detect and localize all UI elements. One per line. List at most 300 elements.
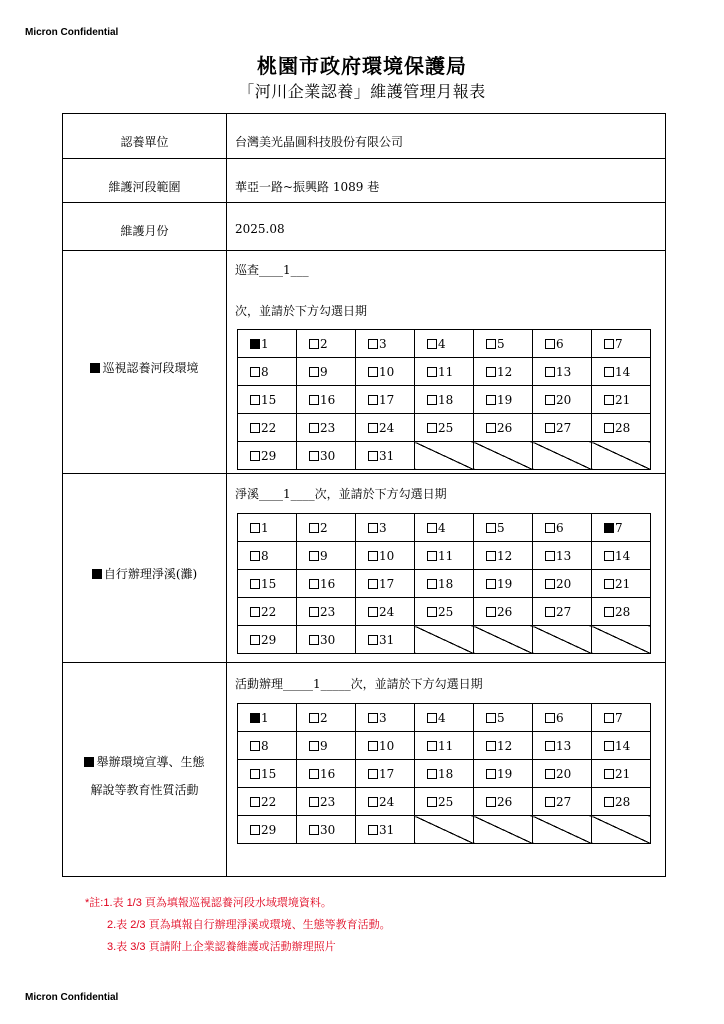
day-checkbox-22[interactable] <box>238 414 297 442</box>
unchecked-box-icon[interactable] <box>309 713 319 723</box>
day-label: 11 <box>438 738 454 753</box>
unchecked-box-icon[interactable] <box>486 713 496 723</box>
day-checkbox-7[interactable] <box>592 330 651 358</box>
unchecked-box-icon[interactable] <box>250 551 260 561</box>
day-label: 8 <box>261 364 269 379</box>
day-checkbox-25[interactable] <box>415 788 474 816</box>
day-checkbox-14[interactable] <box>592 732 651 760</box>
calendar-row <box>238 330 651 358</box>
day-checkbox-27[interactable] <box>533 788 592 816</box>
day-checkbox-25[interactable] <box>415 598 474 626</box>
day-checkbox-11[interactable] <box>415 732 474 760</box>
unchecked-box-icon[interactable] <box>427 423 437 433</box>
day-checkbox-21[interactable] <box>592 760 651 788</box>
day-label: 2 <box>320 336 328 351</box>
unchecked-box-icon[interactable] <box>368 523 378 533</box>
day-label: 29 <box>261 822 277 837</box>
day-label: 28 <box>615 604 631 619</box>
day-label: 22 <box>261 420 277 435</box>
unchecked-box-icon[interactable] <box>486 607 496 617</box>
unchecked-box-icon[interactable] <box>604 395 614 405</box>
unchecked-box-icon[interactable] <box>250 395 260 405</box>
day-checkbox-13[interactable] <box>533 732 592 760</box>
activity-section-label-line2: 解說等教育性質活動 <box>90 783 199 797</box>
day-checkbox-7[interactable] <box>592 704 651 732</box>
day-label: 12 <box>497 548 513 563</box>
day-checkbox-23[interactable] <box>297 598 356 626</box>
unchecked-box-icon[interactable] <box>604 579 614 589</box>
day-label: 30 <box>320 822 336 837</box>
unchecked-box-icon[interactable] <box>368 797 378 807</box>
adopter-value: 台灣美光晶圓科技股份有限公司 <box>235 135 404 149</box>
day-checkbox-31[interactable] <box>356 442 415 470</box>
day-label: 16 <box>320 576 336 591</box>
patrol-section-label: 巡視認養河段環境 <box>63 359 226 376</box>
day-label: 15 <box>261 766 277 781</box>
unchecked-box-icon[interactable] <box>545 339 555 349</box>
day-label: 13 <box>556 738 572 753</box>
day-checkbox-6[interactable] <box>533 514 592 542</box>
day-checkbox-2[interactable] <box>297 514 356 542</box>
calendar-row <box>238 358 651 386</box>
day-label: 20 <box>556 576 572 591</box>
day-checkbox-17[interactable] <box>356 760 415 788</box>
report-form <box>62 113 666 877</box>
day-label: 18 <box>438 392 454 407</box>
day-checkbox-1[interactable] <box>238 514 297 542</box>
unchecked-box-icon[interactable] <box>545 713 555 723</box>
unchecked-box-icon[interactable] <box>368 741 378 751</box>
day-label: 9 <box>320 364 328 379</box>
day-checkbox-16[interactable] <box>297 760 356 788</box>
day-checkbox-31[interactable] <box>356 626 415 654</box>
unchecked-box-icon[interactable] <box>250 523 260 533</box>
patrol-date-grid <box>237 329 651 470</box>
activity-date-grid <box>237 703 651 844</box>
day-label: 2 <box>320 520 328 535</box>
page-subtitle: 「河川企業認養」維護管理月報表 <box>238 82 486 101</box>
day-label: 5 <box>497 710 505 725</box>
unchecked-box-icon[interactable] <box>427 579 437 589</box>
unchecked-box-icon[interactable] <box>368 635 378 645</box>
day-checkbox-8[interactable] <box>238 732 297 760</box>
day-checkbox-14[interactable] <box>592 358 651 386</box>
day-label: 21 <box>615 576 631 591</box>
day-checkbox-6[interactable] <box>533 330 592 358</box>
unchecked-box-icon[interactable] <box>486 797 496 807</box>
unchecked-box-icon[interactable] <box>368 451 378 461</box>
unchecked-box-icon[interactable] <box>309 607 319 617</box>
day-checkbox-23[interactable] <box>297 788 356 816</box>
unchecked-box-icon[interactable] <box>545 741 555 751</box>
unchecked-box-icon[interactable] <box>368 579 378 589</box>
day-label: 14 <box>615 548 631 563</box>
day-label: 15 <box>261 392 277 407</box>
day-label: 23 <box>320 604 336 619</box>
day-label: 27 <box>556 420 572 435</box>
day-checkbox-25[interactable] <box>415 414 474 442</box>
unchecked-box-icon[interactable] <box>486 551 496 561</box>
unchecked-box-icon[interactable] <box>309 523 319 533</box>
day-checkbox-17[interactable] <box>356 570 415 598</box>
unchecked-box-icon[interactable] <box>486 769 496 779</box>
day-label: 13 <box>556 364 572 379</box>
unchecked-box-icon[interactable] <box>427 797 437 807</box>
day-checkbox-18[interactable] <box>415 570 474 598</box>
row-divider <box>63 250 665 251</box>
day-label: 10 <box>379 548 395 563</box>
unchecked-box-icon[interactable] <box>427 607 437 617</box>
day-label: 16 <box>320 392 336 407</box>
empty-cell <box>533 442 592 470</box>
cleanup-count-text: 淨溪____1____次，並請於下方勾選日期 <box>235 487 447 501</box>
day-checkbox-20[interactable] <box>533 760 592 788</box>
day-checkbox-5[interactable] <box>474 704 533 732</box>
unchecked-box-icon[interactable] <box>427 339 437 349</box>
day-checkbox-31[interactable] <box>356 816 415 844</box>
day-label: 28 <box>615 420 631 435</box>
unchecked-box-icon[interactable] <box>250 741 260 751</box>
day-label: 17 <box>379 766 395 781</box>
unchecked-box-icon[interactable] <box>309 451 319 461</box>
day-checkbox-20[interactable] <box>533 570 592 598</box>
unchecked-box-icon[interactable] <box>250 367 260 377</box>
day-checkbox-10[interactable] <box>356 542 415 570</box>
day-checkbox-29[interactable] <box>238 442 297 470</box>
unchecked-box-icon[interactable] <box>545 395 555 405</box>
day-checkbox-19[interactable] <box>474 570 533 598</box>
unchecked-box-icon[interactable] <box>604 797 614 807</box>
day-checkbox-26[interactable] <box>474 598 533 626</box>
day-label: 6 <box>556 710 564 725</box>
checked-square-icon <box>90 363 100 373</box>
day-label: 9 <box>320 738 328 753</box>
unchecked-box-icon[interactable] <box>604 769 614 779</box>
day-checkbox-30[interactable] <box>297 626 356 654</box>
unchecked-box-icon[interactable] <box>309 741 319 751</box>
unchecked-box-icon[interactable] <box>250 825 260 835</box>
unchecked-box-icon[interactable] <box>250 451 260 461</box>
day-checkbox-28[interactable] <box>592 788 651 816</box>
day-checkbox-10[interactable] <box>356 732 415 760</box>
checked-square-icon <box>84 757 94 767</box>
day-label: 19 <box>497 576 513 591</box>
calendar-row <box>238 386 651 414</box>
day-checkbox-19[interactable] <box>474 760 533 788</box>
day-checkbox-28[interactable] <box>592 414 651 442</box>
day-checkbox-11[interactable] <box>415 542 474 570</box>
day-checkbox-26[interactable] <box>474 788 533 816</box>
day-checkbox-24[interactable] <box>356 598 415 626</box>
day-label: 4 <box>438 336 446 351</box>
calendar-row <box>238 542 651 570</box>
unchecked-box-icon[interactable] <box>427 713 437 723</box>
unchecked-box-icon[interactable] <box>427 523 437 533</box>
unchecked-box-icon[interactable] <box>368 607 378 617</box>
unchecked-box-icon[interactable] <box>427 367 437 377</box>
unchecked-box-icon[interactable] <box>309 551 319 561</box>
day-label: 26 <box>497 604 513 619</box>
unchecked-box-icon[interactable] <box>309 339 319 349</box>
unchecked-box-icon[interactable] <box>250 579 260 589</box>
patrol-instruction-text: 次，並請於下方勾選日期 <box>235 304 368 318</box>
day-label: 5 <box>497 520 505 535</box>
confidential-header: Micron Confidential <box>25 27 119 38</box>
day-checkbox-8[interactable] <box>238 358 297 386</box>
day-label: 18 <box>438 576 454 591</box>
unchecked-box-icon[interactable] <box>309 635 319 645</box>
day-label: 5 <box>497 336 505 351</box>
footnote-2: 2.表 2/3 頁為填報自行辦理淨溪或環境、生態等教育活動。 <box>107 919 391 931</box>
empty-cell <box>415 442 474 470</box>
day-checkbox-24[interactable] <box>356 414 415 442</box>
day-checkbox-16[interactable] <box>297 386 356 414</box>
empty-cell <box>474 816 533 844</box>
unchecked-box-icon[interactable] <box>368 367 378 377</box>
day-label: 8 <box>261 738 269 753</box>
unchecked-box-icon[interactable] <box>309 797 319 807</box>
day-checkbox-13[interactable] <box>533 358 592 386</box>
day-checkbox-15[interactable] <box>238 570 297 598</box>
day-checkbox-28[interactable] <box>592 598 651 626</box>
checked-box-icon[interactable] <box>604 523 614 533</box>
day-label: 30 <box>320 448 336 463</box>
unchecked-box-icon[interactable] <box>486 339 496 349</box>
day-label: 3 <box>379 710 387 725</box>
day-checkbox-27[interactable] <box>533 598 592 626</box>
day-label: 22 <box>261 604 277 619</box>
day-checkbox-12[interactable] <box>474 358 533 386</box>
checked-square-icon <box>92 569 102 579</box>
unchecked-box-icon[interactable] <box>545 551 555 561</box>
day-checkbox-8[interactable] <box>238 542 297 570</box>
day-checkbox-29[interactable] <box>238 816 297 844</box>
unchecked-box-icon[interactable] <box>486 741 496 751</box>
checked-box-icon[interactable] <box>250 713 260 723</box>
unchecked-box-icon[interactable] <box>486 523 496 533</box>
unchecked-box-icon[interactable] <box>309 395 319 405</box>
day-checkbox-13[interactable] <box>533 542 592 570</box>
day-checkbox-21[interactable] <box>592 570 651 598</box>
day-label: 18 <box>438 766 454 781</box>
day-checkbox-9[interactable] <box>297 542 356 570</box>
unchecked-box-icon[interactable] <box>309 825 319 835</box>
day-checkbox-3[interactable] <box>356 704 415 732</box>
calendar-row <box>238 788 651 816</box>
day-checkbox-22[interactable] <box>238 788 297 816</box>
day-checkbox-17[interactable] <box>356 386 415 414</box>
month-value: 2025.08 <box>235 222 285 236</box>
day-checkbox-15[interactable] <box>238 386 297 414</box>
unchecked-box-icon[interactable] <box>427 551 437 561</box>
day-label: 26 <box>497 794 513 809</box>
day-checkbox-9[interactable] <box>297 358 356 386</box>
empty-cell <box>533 626 592 654</box>
day-label: 7 <box>615 520 623 535</box>
activity-section-label: 舉辦環境宣導、生態 <box>63 753 226 770</box>
day-label: 3 <box>379 336 387 351</box>
day-label: 3 <box>379 520 387 535</box>
day-checkbox-11[interactable] <box>415 358 474 386</box>
unchecked-box-icon[interactable] <box>545 423 555 433</box>
day-label: 8 <box>261 548 269 563</box>
unchecked-box-icon[interactable] <box>545 797 555 807</box>
day-checkbox-21[interactable] <box>592 386 651 414</box>
cleanup-date-grid <box>237 513 651 654</box>
confidential-footer: Micron Confidential <box>25 992 119 1003</box>
empty-cell <box>415 626 474 654</box>
day-label: 25 <box>438 420 454 435</box>
day-checkbox-18[interactable] <box>415 760 474 788</box>
day-label: 24 <box>379 420 395 435</box>
unchecked-box-icon[interactable] <box>427 769 437 779</box>
unchecked-box-icon[interactable] <box>604 367 614 377</box>
unchecked-box-icon[interactable] <box>309 423 319 433</box>
unchecked-box-icon[interactable] <box>604 423 614 433</box>
unchecked-box-icon[interactable] <box>545 367 555 377</box>
unchecked-box-icon[interactable] <box>309 579 319 589</box>
unchecked-box-icon[interactable] <box>368 551 378 561</box>
day-checkbox-15[interactable] <box>238 760 297 788</box>
unchecked-box-icon[interactable] <box>545 769 555 779</box>
day-checkbox-12[interactable] <box>474 732 533 760</box>
day-checkbox-27[interactable] <box>533 414 592 442</box>
unchecked-box-icon[interactable] <box>486 395 496 405</box>
unchecked-box-icon[interactable] <box>309 367 319 377</box>
unchecked-box-icon[interactable] <box>604 713 614 723</box>
day-checkbox-30[interactable] <box>297 816 356 844</box>
footnote-3: 3.表 3/3 頁請附上企業認養維護或活動辦理照片 <box>107 941 336 953</box>
day-checkbox-4[interactable] <box>415 514 474 542</box>
unchecked-box-icon[interactable] <box>604 551 614 561</box>
unchecked-box-icon[interactable] <box>604 339 614 349</box>
day-label: 21 <box>615 392 631 407</box>
day-label: 23 <box>320 794 336 809</box>
day-label: 22 <box>261 794 277 809</box>
day-label: 13 <box>556 548 572 563</box>
day-label: 24 <box>379 604 395 619</box>
day-checkbox-18[interactable] <box>415 386 474 414</box>
day-label: 12 <box>497 364 513 379</box>
day-label: 19 <box>497 392 513 407</box>
day-checkbox-20[interactable] <box>533 386 592 414</box>
day-label: 10 <box>379 364 395 379</box>
day-checkbox-14[interactable] <box>592 542 651 570</box>
day-label: 14 <box>615 364 631 379</box>
empty-cell <box>415 816 474 844</box>
row-divider <box>63 202 665 203</box>
unchecked-box-icon[interactable] <box>250 635 260 645</box>
day-checkbox-5[interactable] <box>474 330 533 358</box>
day-checkbox-19[interactable] <box>474 386 533 414</box>
unchecked-box-icon[interactable] <box>604 607 614 617</box>
river-section-value: 華亞一路~振興路 1089 巷 <box>235 180 380 194</box>
river-section-label: 維護河段範圍 <box>108 180 181 194</box>
day-label: 23 <box>320 420 336 435</box>
day-label: 31 <box>379 448 395 463</box>
unchecked-box-icon[interactable] <box>250 423 260 433</box>
unchecked-box-icon[interactable] <box>368 713 378 723</box>
day-checkbox-9[interactable] <box>297 732 356 760</box>
day-checkbox-1[interactable] <box>238 330 297 358</box>
empty-cell <box>592 626 651 654</box>
calendar-row <box>238 442 651 470</box>
footnote-1: *註:1.表 1/3 頁為填報巡視認養河段水域環境資料。 <box>85 897 332 909</box>
day-checkbox-2[interactable] <box>297 330 356 358</box>
day-checkbox-3[interactable] <box>356 514 415 542</box>
day-checkbox-22[interactable] <box>238 598 297 626</box>
day-checkbox-4[interactable] <box>415 330 474 358</box>
day-label: 26 <box>497 420 513 435</box>
day-label: 17 <box>379 392 395 407</box>
column-divider <box>226 114 227 876</box>
day-checkbox-4[interactable] <box>415 704 474 732</box>
day-label: 7 <box>615 336 623 351</box>
unchecked-box-icon[interactable] <box>368 825 378 835</box>
day-checkbox-12[interactable] <box>474 542 533 570</box>
day-label: 11 <box>438 364 454 379</box>
day-checkbox-3[interactable] <box>356 330 415 358</box>
calendar-row <box>238 414 651 442</box>
unchecked-box-icon[interactable] <box>250 797 260 807</box>
day-label: 9 <box>320 548 328 563</box>
day-label: 30 <box>320 632 336 647</box>
day-checkbox-24[interactable] <box>356 788 415 816</box>
unchecked-box-icon[interactable] <box>368 423 378 433</box>
day-checkbox-6[interactable] <box>533 704 592 732</box>
calendar-row <box>238 514 651 542</box>
unchecked-box-icon[interactable] <box>427 395 437 405</box>
day-checkbox-30[interactable] <box>297 442 356 470</box>
day-checkbox-7[interactable] <box>592 514 651 542</box>
page-title: 桃園市政府環境保護局 <box>257 54 467 78</box>
day-checkbox-29[interactable] <box>238 626 297 654</box>
day-checkbox-5[interactable] <box>474 514 533 542</box>
day-checkbox-1[interactable] <box>238 704 297 732</box>
unchecked-box-icon[interactable] <box>368 339 378 349</box>
unchecked-box-icon[interactable] <box>486 367 496 377</box>
day-label: 31 <box>379 632 395 647</box>
unchecked-box-icon[interactable] <box>368 395 378 405</box>
unchecked-box-icon[interactable] <box>250 769 260 779</box>
checked-box-icon[interactable] <box>250 339 260 349</box>
unchecked-box-icon[interactable] <box>604 741 614 751</box>
calendar-row <box>238 760 651 788</box>
unchecked-box-icon[interactable] <box>486 579 496 589</box>
day-label: 6 <box>556 520 564 535</box>
day-checkbox-10[interactable] <box>356 358 415 386</box>
adopter-label: 認養單位 <box>120 135 169 149</box>
unchecked-box-icon[interactable] <box>545 523 555 533</box>
day-label: 14 <box>615 738 631 753</box>
unchecked-box-icon[interactable] <box>250 607 260 617</box>
unchecked-box-icon[interactable] <box>309 769 319 779</box>
day-checkbox-23[interactable] <box>297 414 356 442</box>
unchecked-box-icon[interactable] <box>486 423 496 433</box>
day-label: 6 <box>556 336 564 351</box>
unchecked-box-icon[interactable] <box>427 741 437 751</box>
cleanup-section-label: 自行辦理淨溪(灘) <box>63 565 226 582</box>
unchecked-box-icon[interactable] <box>545 607 555 617</box>
unchecked-box-icon[interactable] <box>368 769 378 779</box>
empty-cell <box>592 442 651 470</box>
empty-cell <box>533 816 592 844</box>
day-checkbox-26[interactable] <box>474 414 533 442</box>
patrol-count-text: 巡查____1___ <box>235 263 309 277</box>
unchecked-box-icon[interactable] <box>545 579 555 589</box>
day-checkbox-16[interactable] <box>297 570 356 598</box>
day-checkbox-2[interactable] <box>297 704 356 732</box>
